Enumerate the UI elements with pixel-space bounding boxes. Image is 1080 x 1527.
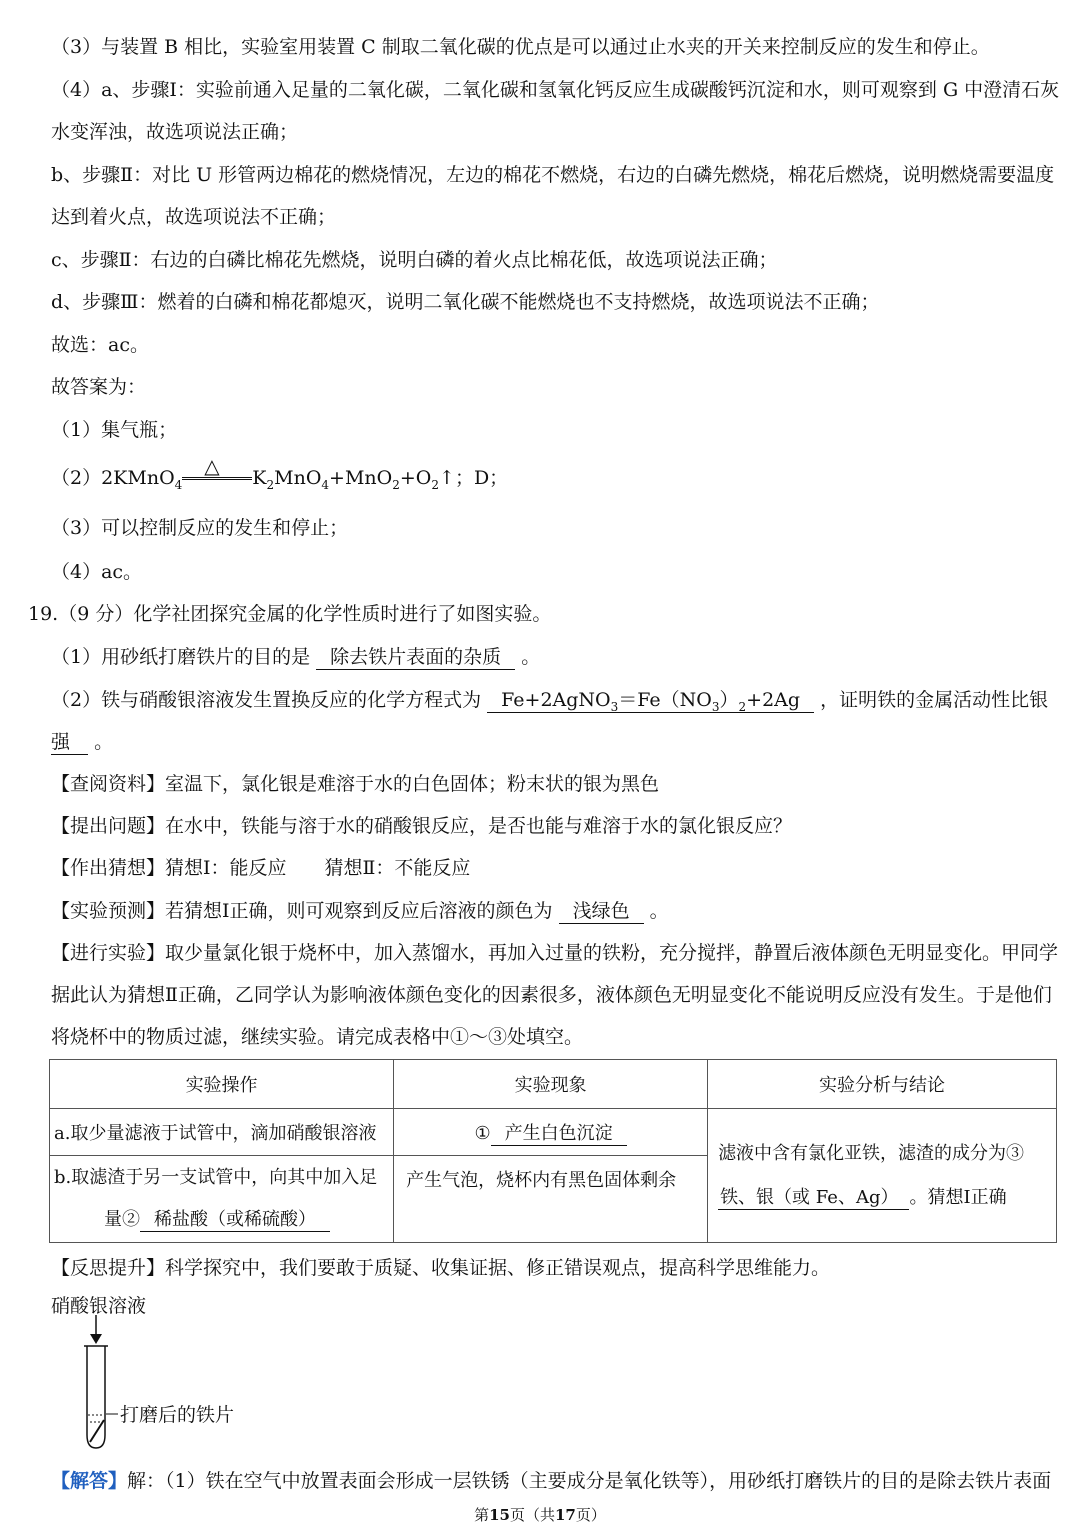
eq-sub: 4 <box>321 477 330 492</box>
q19-part2-cont <box>51 729 113 755</box>
footer-pre: 第 <box>474 1506 490 1524</box>
answer-line-4b-cont: 达到着火点，故选项说法不正确； <box>51 206 337 228</box>
test-tube-figure <box>60 1310 260 1460</box>
eq-part: ＝Fe（NO <box>618 689 712 711</box>
iron-strip <box>90 1420 104 1442</box>
eq-sub: 2 <box>392 477 400 492</box>
solution-tag: 【解答】 <box>51 1470 128 1492</box>
solution-line <box>51 1468 1051 1494</box>
choose-line: 故选：ac。 <box>51 334 149 356</box>
eq-o: +O <box>399 467 432 489</box>
op-b-blank-label: 量② <box>104 1209 140 1230</box>
eq-part: +2Ag <box>746 689 801 711</box>
figure-label-silver-nitrate: 硝酸银溶液 <box>51 1295 147 1317</box>
answer-4: （4）ac。 <box>51 561 143 583</box>
predict-text: 【实验预测】若猜想Ⅰ正确，则可观察到反应后溶液的颜色为 <box>51 900 553 922</box>
footer-total-pages: 17 <box>555 1506 576 1524</box>
eq-sub: 3 <box>610 699 619 714</box>
heat-condition-arrow <box>182 454 252 489</box>
blank-2-answer: 稀盐酸（或稀硫酸） <box>140 1209 330 1232</box>
reflect-section: 【反思提升】科学探究中，我们要敢于质疑、收集证据、修正错误观点，提高科学思维能力。 <box>51 1257 831 1279</box>
info-section: 【查阅资料】室温下，氯化银是难溶于水的白色固体；粉末状的银为黑色 <box>51 773 660 795</box>
q19-part2-text: （2）铁与硝酸银溶液发生置换反应的化学方程式为 <box>51 689 482 711</box>
q19-part2-end: 。 <box>94 731 114 753</box>
question-section: 【提出问题】在水中，铁能与溶于水的硝酸银反应，是否也能与难溶于水的氯化银反应？ <box>51 815 793 837</box>
page-footer <box>0 1504 1080 1525</box>
eq-part: Fe+2AgNO <box>501 689 611 711</box>
solution-text: 解：（1）铁在空气中放置表面会形成一层铁锈（主要成分是氧化铁等），用砂纸打磨铁片的目的是除去铁片表面 <box>127 1470 1052 1492</box>
answer-line-4a: （4）a、步骤Ⅰ：实验前通入足量的二氧化碳，二氧化碳和氢氧化钙反应生成碳酸钙沉淀和水，则可观察到 G 中澄清石灰 <box>51 79 1060 101</box>
q19-part1-answer: 除去铁片表面的杂质 <box>316 646 515 670</box>
q19-part1-end: 。 <box>521 646 541 668</box>
conclusion-text: 滤液中含有氯化亚铁，滤渣的成分为③ <box>718 1142 1025 1164</box>
question-19-stem: 19.（9 分）化学社团探究金属的化学性质时进行了如图实验。 <box>28 603 552 625</box>
answer-line-3: （3）与装置 B 相比，实验室用装置 C 制取二氧化碳的优点是可以通过止水夹的开关来控制反应的发生和停止。 <box>51 36 990 58</box>
eq-reactant: （2）2KMnO <box>51 467 175 489</box>
q19-part2-suffix: ，证明铁的金属活动性比银 <box>820 689 1049 711</box>
answers-title: 故答案为： <box>51 376 147 398</box>
arrow-head <box>90 1334 102 1344</box>
predict-section <box>51 898 669 924</box>
footer-post: 页） <box>575 1506 606 1524</box>
eq-tail: ↑；D； <box>439 467 509 489</box>
experiment-line-3: 将烧杯中的物质过滤，继续实验。请完成表格中①～③处填空。 <box>51 1026 584 1048</box>
footer-page-number: 15 <box>489 1506 510 1524</box>
table-cell-phen-a <box>394 1109 708 1156</box>
q19-part2-answer2: 强 <box>51 731 88 755</box>
eq-sub: 2 <box>738 699 747 714</box>
experiment-line-1: 【进行实验】取少量氯化银于烧杯中，加入蒸馏水，再加入过量的铁粉，充分搅拌，静置后液体颜色无明显变化。甲同学 <box>51 942 1059 964</box>
delta-symbol: △ <box>204 454 220 478</box>
table-header-operation: 实验操作 <box>50 1060 394 1109</box>
figure-label-iron-strip: 打磨后的铁片 <box>120 1404 235 1426</box>
predict-answer: 浅绿色 <box>559 900 644 924</box>
eq-sub: 2 <box>266 477 275 492</box>
conclusion-line-1 <box>718 1132 1056 1176</box>
q19-part1 <box>51 644 540 670</box>
blank-1-answer: 产生白色沉淀 <box>491 1123 627 1146</box>
table-header-conclusion: 实验分析与结论 <box>708 1060 1057 1109</box>
q19-part2-equation-answer <box>487 689 814 713</box>
conclusion-end: 。猜想Ⅰ正确 <box>909 1186 1007 1208</box>
experiment-line-2: 据此认为猜想Ⅱ正确，乙同学认为影响液体颜色变化的因素很多，液体颜色无明显变化不能说明反应没有发生。于是他们 <box>51 984 1052 1006</box>
answer-1: （1）集气瓶； <box>51 419 178 441</box>
answer-line-4c: c、步骤Ⅱ：右边的白磷比棉花先燃烧，说明白磷的着火点比棉花低，故选项说法正确； <box>51 249 778 271</box>
table-cell-op-b <box>50 1156 394 1243</box>
table-cell-phen-b: 产生气泡，烧杯内有黑色固体剩余 <box>394 1156 708 1243</box>
answer-2-equation <box>51 454 509 498</box>
predict-end: 。 <box>649 900 669 922</box>
eq-part: ） <box>719 689 739 711</box>
answer-line-4d: d、步骤Ⅲ：燃着的白磷和棉花都熄灭，说明二氧化碳不能燃烧也不支持燃烧，故选项说法不正确； <box>51 291 880 313</box>
table-header-phenomenon: 实验现象 <box>394 1060 708 1109</box>
eq-sub: 3 <box>711 699 720 714</box>
table-cell-op-a: a.取少量滤液于试管中，滴加硝酸银溶液 <box>50 1109 394 1156</box>
answer-line-4a-cont: 水变浑浊，故选项说法正确； <box>51 121 299 143</box>
op-b-line-1: b.取滤渣于另一支试管中，向其中加入足 <box>54 1167 378 1188</box>
eq-plus: +MnO <box>329 467 393 489</box>
experiment-table <box>49 1059 1057 1243</box>
conclusion-line-2 <box>718 1176 1056 1220</box>
table-cell-conclusion <box>708 1109 1057 1243</box>
answer-3: （3）可以控制反应的发生和停止； <box>51 517 349 539</box>
op-b-line-2 <box>54 1199 393 1241</box>
q19-part1-text: （1）用砂纸打磨铁片的目的是 <box>51 646 311 668</box>
eq-k: K <box>252 467 267 489</box>
q19-part2 <box>51 687 1048 720</box>
eq-mn: MnO <box>274 467 322 489</box>
eq-sub: 2 <box>431 477 440 492</box>
answer-line-4b: b、步骤Ⅱ：对比 U 形管两边棉花的燃烧情况，左边的棉花不燃烧，右边的白磷先燃烧，棉花后燃烧，说明燃烧需要温度 <box>51 164 1055 186</box>
hypothesis-section: 【作出猜想】猜想Ⅰ：能反应 猜想Ⅱ：不能反应 <box>51 857 471 879</box>
blank-3-answer: 铁、银（或 Fe、Ag） <box>718 1187 909 1210</box>
blank-1-number: ① <box>474 1123 491 1144</box>
footer-mid: 页（共 <box>509 1506 555 1524</box>
eq-sub: 4 <box>174 477 183 492</box>
